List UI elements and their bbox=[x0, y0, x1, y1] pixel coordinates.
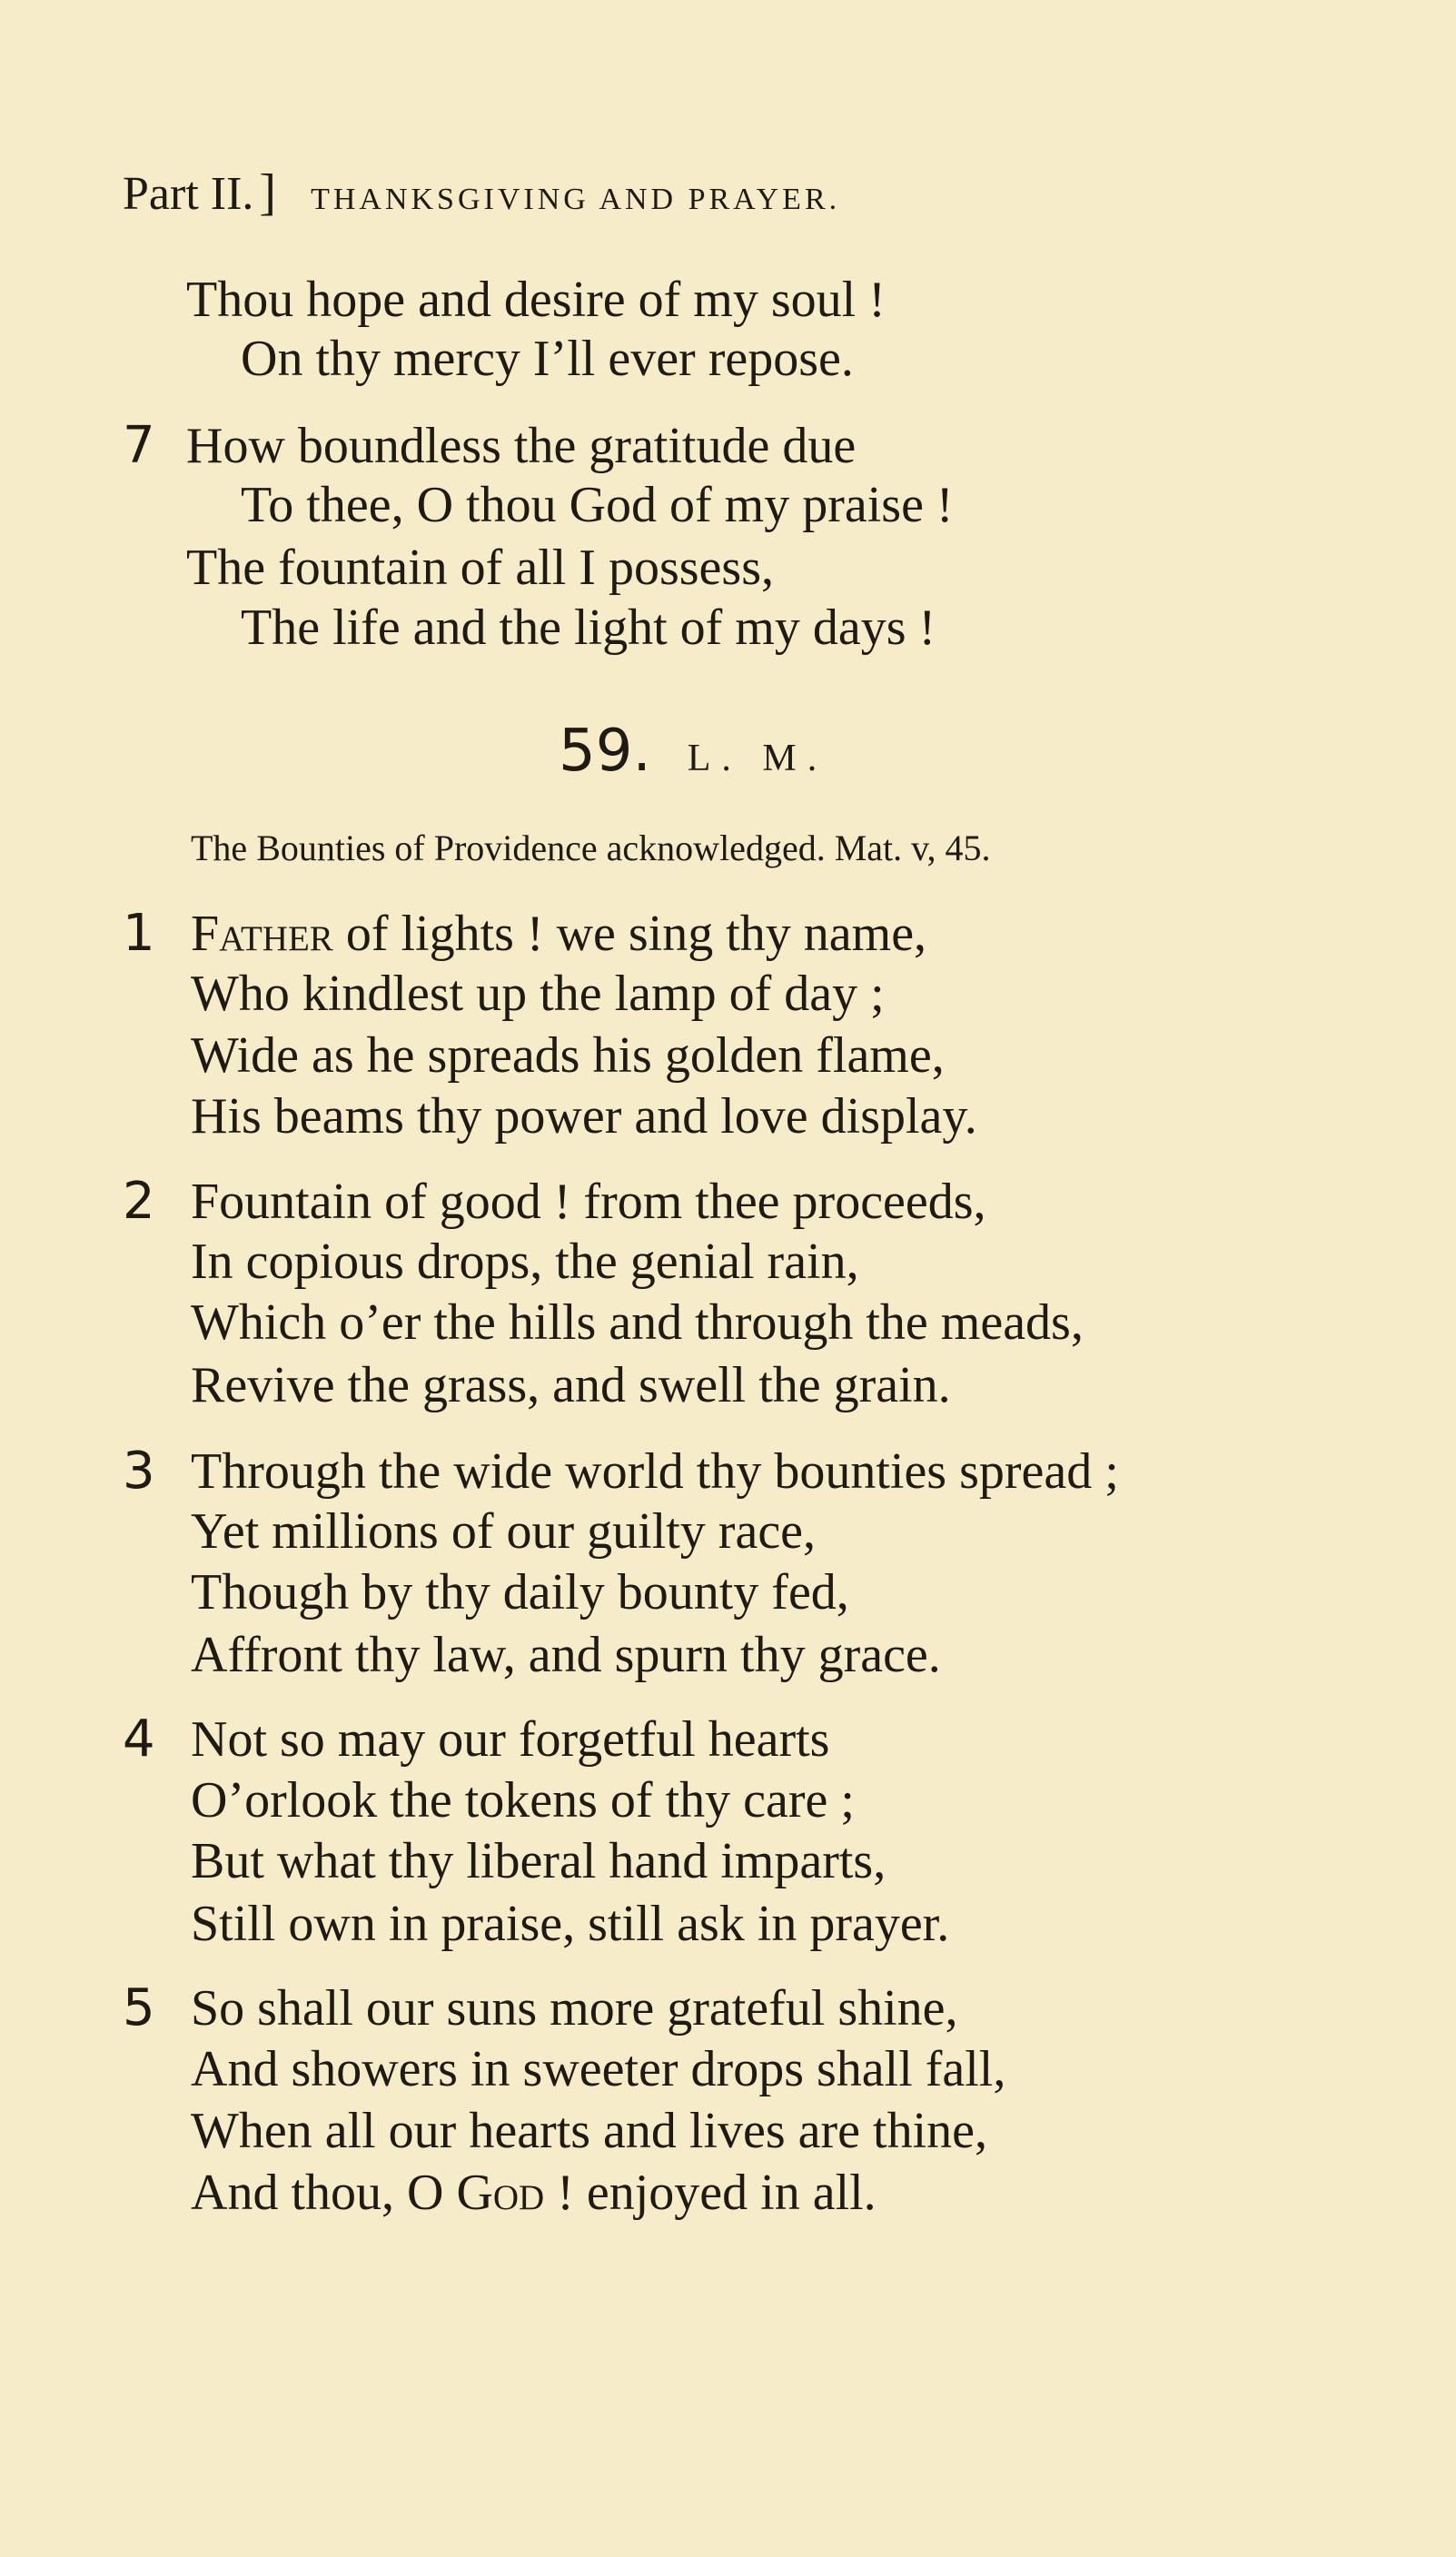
verse-line: But what thy liberal hand imparts, bbox=[191, 1833, 886, 1889]
verse-line: Which o’er the hills and through the meads, bbox=[191, 1294, 1084, 1351]
verse-line-start: And thou, O bbox=[191, 2165, 457, 2221]
stanza-number: 5 bbox=[123, 1978, 155, 2037]
verse-line: Thou hope and desire of my soul ! bbox=[186, 272, 886, 328]
verse-line: Yet millions of our guilty race, bbox=[191, 1503, 817, 1560]
hymn-number: 59. bbox=[559, 718, 651, 785]
running-header bbox=[123, 164, 840, 222]
stanza-number: 3 bbox=[123, 1442, 155, 1501]
stanza-number: 7 bbox=[123, 416, 155, 475]
verse-line: Still own in praise, still ask in prayer. bbox=[191, 1896, 950, 1952]
stanza-number: 2 bbox=[123, 1172, 155, 1231]
stanza-number: 4 bbox=[123, 1710, 155, 1769]
verse-line bbox=[191, 2165, 877, 2221]
hymn-subtitle: The Bounties of Providence acknowledged. Mat. v, 45. bbox=[191, 828, 991, 868]
verse-line: In copious drops, the genial rain, bbox=[191, 1234, 859, 1290]
header-bracket: ] bbox=[259, 164, 277, 221]
verse-line: Fountain of good ! from thee proceeds, bbox=[191, 1174, 986, 1230]
verse-line: Wide as he spreads his golden flame, bbox=[191, 1027, 945, 1084]
stanza-number: 1 bbox=[123, 904, 155, 963]
part-label: Part II. bbox=[123, 168, 254, 220]
verse-line: His beams thy power and love display. bbox=[191, 1088, 977, 1145]
verse-line: O’orlook the tokens of thy care ; bbox=[191, 1772, 855, 1829]
hymn-meter: L. M. bbox=[687, 738, 828, 779]
verse-line: To thee, O thou God of my praise ! bbox=[241, 477, 954, 533]
verse-line: So shall our suns more grateful shine, bbox=[191, 1980, 958, 2037]
verse-line: Who kindlest up the lamp of day ; bbox=[191, 966, 885, 1022]
verse-line: Not so may our forgetful hearts bbox=[191, 1711, 830, 1768]
verse-line-end: ! enjoyed in all. bbox=[544, 2165, 877, 2221]
verse-line: Affront thy law, and spurn thy grace. bbox=[191, 1627, 941, 1683]
verse-line: Through the wide world thy bounties spread ; bbox=[191, 1443, 1119, 1500]
verse-line: How boundless the gratitude due bbox=[186, 418, 857, 474]
verse-line: On thy mercy I’ll ever repose. bbox=[241, 331, 854, 387]
verse-line: When all our hearts and lives are thine, bbox=[191, 2103, 987, 2159]
verse-line: Revive the grass, and swell the grain. bbox=[191, 1357, 951, 1413]
verse-line: Though by thy daily bounty fed, bbox=[191, 1564, 849, 1620]
running-title: THANKSGIVING AND PRAYER. bbox=[311, 183, 841, 216]
verse-line-rest: of lights ! we sing thy name, bbox=[332, 906, 927, 962]
divine-name: God bbox=[456, 2165, 545, 2221]
verse-line: The fountain of all I possess, bbox=[186, 540, 774, 596]
verse-line bbox=[191, 906, 927, 962]
verse-line: And showers in sweeter drops shall fall, bbox=[191, 2041, 1006, 2097]
verse-line: The life and the light of my days ! bbox=[241, 600, 936, 656]
initial-word: Father bbox=[191, 906, 333, 962]
hymn-heading bbox=[559, 718, 827, 785]
